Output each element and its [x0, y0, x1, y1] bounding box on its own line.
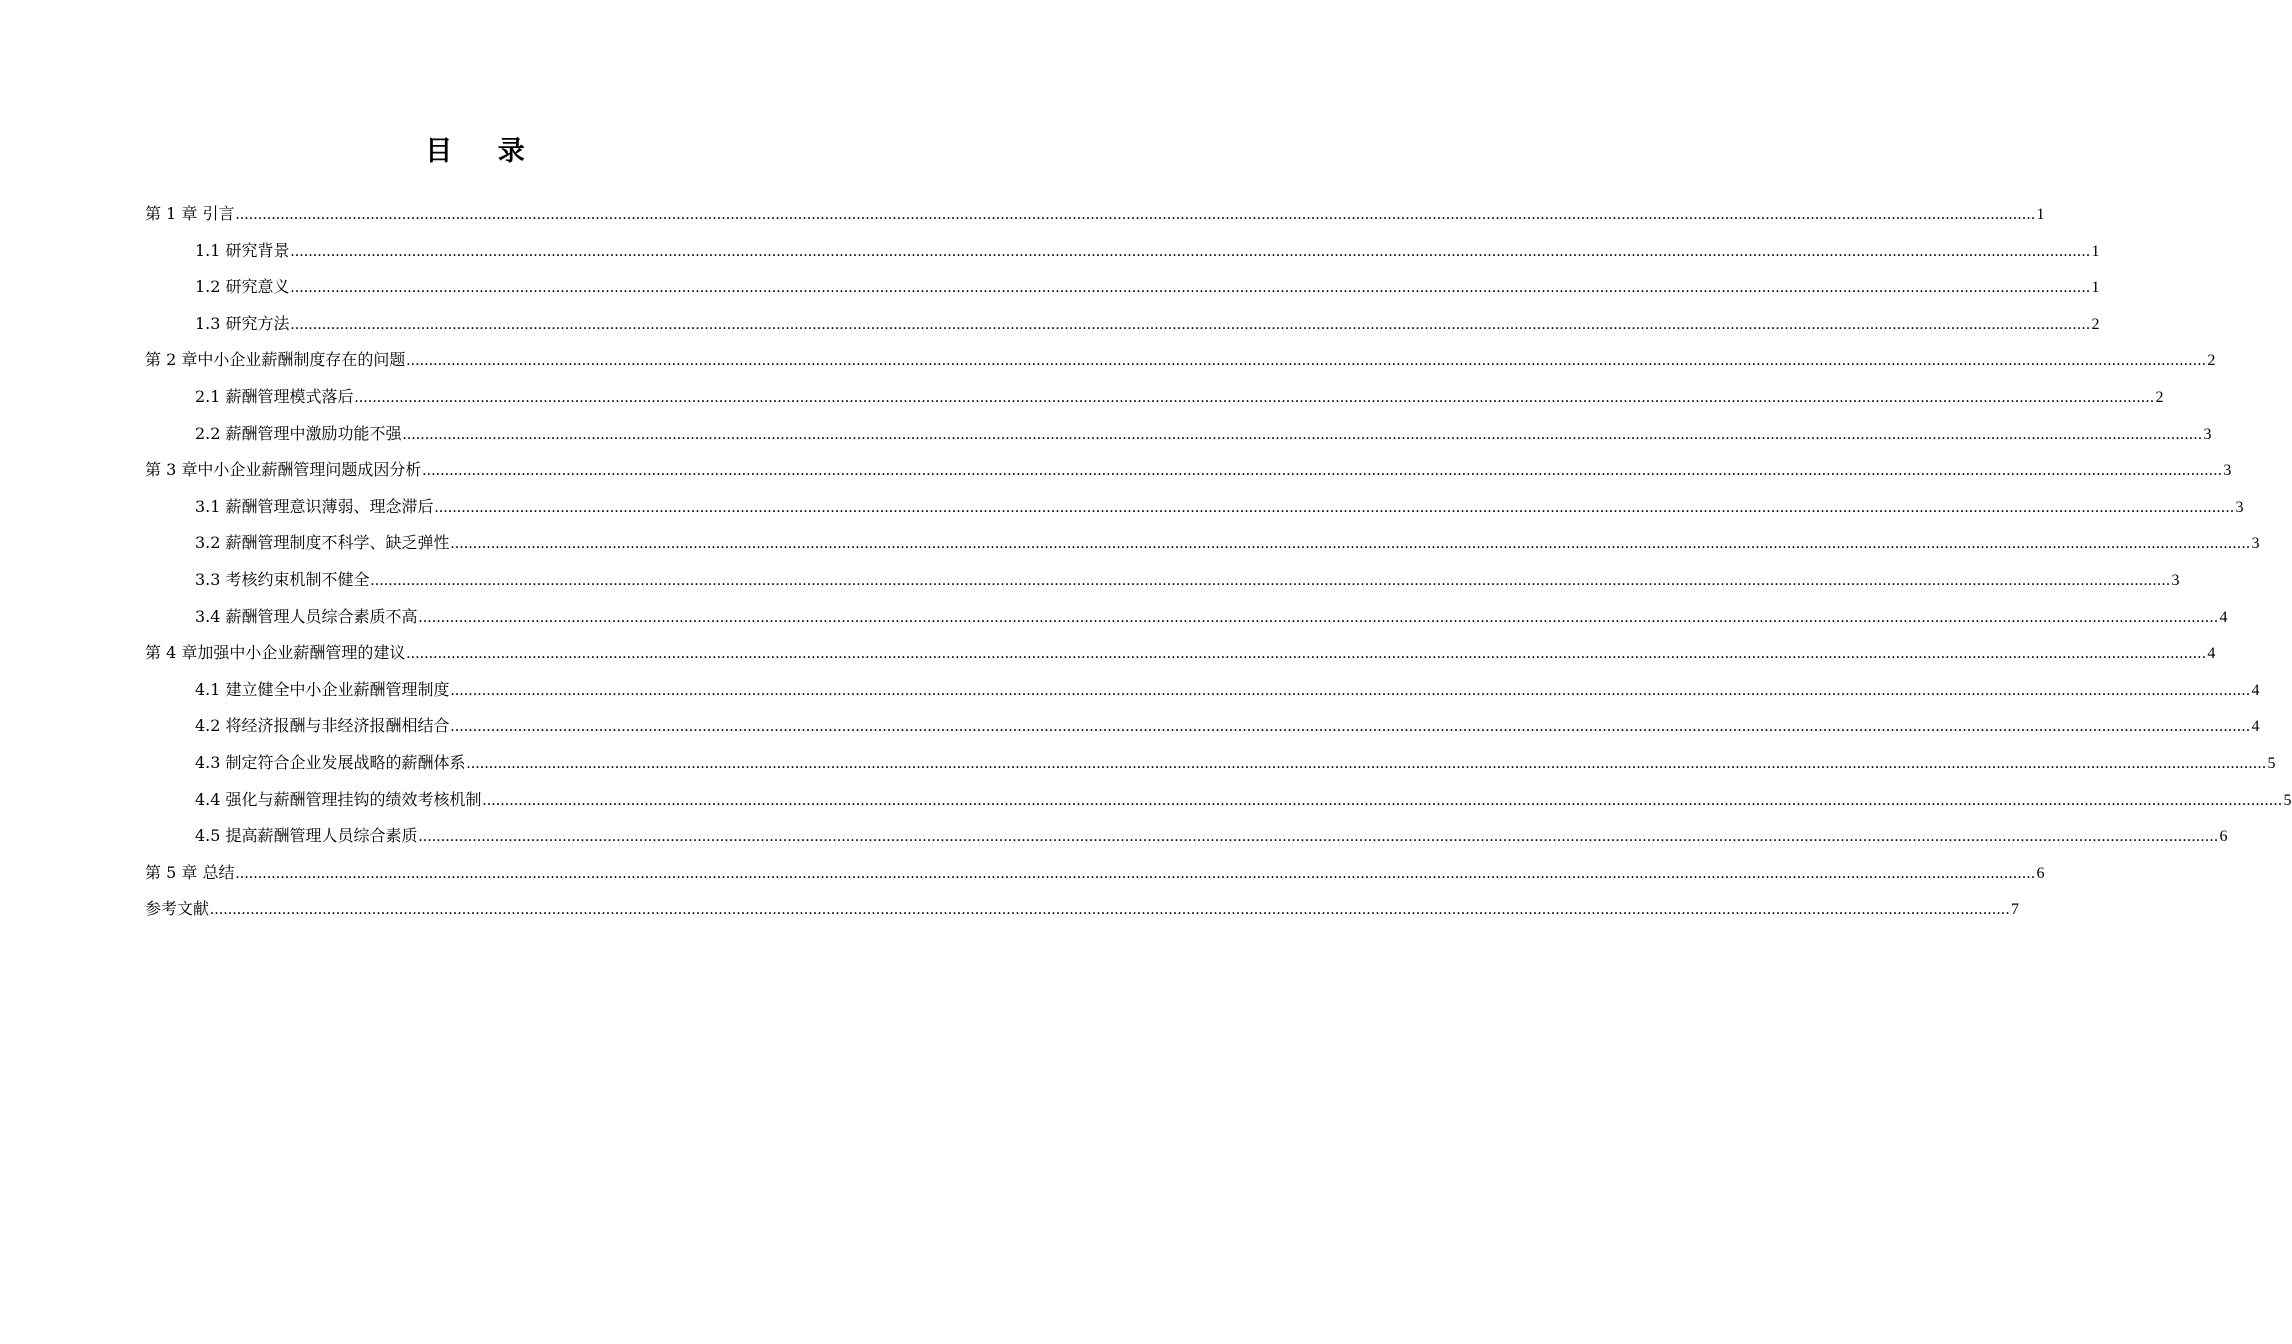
toc-dot-leader: ................................................................................................................................................................................................................................................................................................................................................................................................................ — [418, 828, 2219, 846]
toc-entry-label: 第 3 章中小企业薪酬管理问题成因分析 — [145, 460, 422, 480]
toc-entry-label: 4.2 将经济报酬与非经济报酬相结合 — [195, 716, 450, 736]
toc-entry-label: 第 1 章 引言 — [145, 204, 235, 223]
toc-entry[interactable] — [145, 855, 2045, 892]
toc-entry[interactable] — [145, 818, 2228, 855]
toc-entry[interactable] — [145, 525, 2260, 562]
toc-entry-page-number: 1 — [2091, 279, 2100, 297]
toc-dot-leader: ................................................................................................................................................................................................................................................................................................................................................................................................................ — [406, 645, 2207, 663]
toc-dot-leader: ................................................................................................................................................................................................................................................................................................................................................................................................................ — [354, 388, 2155, 406]
toc-entry[interactable] — [145, 635, 2216, 672]
toc-entry[interactable] — [145, 745, 2276, 782]
toc-entry[interactable] — [145, 562, 2180, 599]
toc-entry-label: 3.3 考核约束机制不健全 — [195, 569, 370, 589]
toc-entry-label: 1.2 研究意义 — [195, 277, 290, 297]
toc-entry-page-number: 3 — [2171, 571, 2180, 589]
toc-entry-label: 1.1 研究背景 — [195, 240, 290, 260]
toc-dot-leader: ................................................................................................................................................................................................................................................................................................................................................................................................................ — [290, 279, 2091, 297]
toc-entry-label: 第 5 章 总结 — [145, 862, 235, 882]
toc-dot-leader: ................................................................................................................................................................................................................................................................................................................................................................................................................ — [370, 571, 2171, 589]
toc-entry-label: 参考文献 — [145, 899, 210, 919]
toc-entry[interactable] — [145, 342, 2216, 379]
toc-entry-label: 1.3 研究方法 — [195, 313, 290, 333]
toc-entry-label: 3.2 薪酬管理制度不科学、缺乏弹性 — [195, 533, 450, 553]
toc-dot-leader: ................................................................................................................................................................................................................................................................................................................................................................................................................ — [466, 754, 2267, 772]
toc-entry-page-number: 1 — [2036, 206, 2045, 223]
toc-dot-leader: ................................................................................................................................................................................................................................................................................................................................................................................................................ — [450, 718, 2251, 736]
toc-dot-leader: ................................................................................................................................................................................................................................................................................................................................................................................................................ — [422, 462, 2223, 480]
toc-entry[interactable] — [145, 708, 2260, 745]
toc-entry-page-number: 3 — [2203, 425, 2212, 443]
toc-entry-page-number: 4 — [2207, 645, 2216, 663]
toc-entry-page-number: 1 — [2091, 242, 2100, 260]
toc-entry-page-number: 4 — [2251, 718, 2260, 736]
toc-entry[interactable] — [145, 306, 2100, 343]
toc-entry-label: 3.4 薪酬管理人员综合素质不高 — [195, 606, 418, 626]
toc-title: 目 录 — [425, 136, 543, 167]
toc-entry-page-number: 3 — [2251, 535, 2260, 553]
toc-entry-label: 4.5 提高薪酬管理人员综合素质 — [195, 826, 418, 846]
toc-dot-leader: ................................................................................................................................................................................................................................................................................................................................................................................................................ — [434, 498, 2235, 516]
toc-dot-leader: ................................................................................................................................................................................................................................................................................................................................................................................................................ — [235, 864, 2036, 882]
toc-entry[interactable] — [145, 416, 2212, 453]
toc-entry-page-number: 5 — [2267, 754, 2276, 772]
toc-entry-label: 3.1 薪酬管理意识薄弱、理念滞后 — [195, 496, 434, 516]
toc-dot-leader: ................................................................................................................................................................................................................................................................................................................................................................................................................ — [450, 681, 2251, 699]
toc-entry-page-number: 2 — [2155, 388, 2164, 406]
toc-entry-label: 4.1 建立健全中小企业薪酬管理制度 — [195, 679, 450, 699]
toc-entry[interactable] — [145, 672, 2260, 709]
toc-entry-label: 4.4 强化与薪酬管理挂钩的绩效考核机制 — [195, 789, 482, 809]
toc-entry-page-number: 3 — [2235, 498, 2244, 516]
toc-entry[interactable] — [145, 599, 2228, 636]
toc-dot-leader: ................................................................................................................................................................................................................................................................................................................................................................................................................ — [418, 608, 2219, 626]
toc-entry[interactable] — [145, 891, 2020, 928]
toc-entry[interactable] — [145, 452, 2232, 489]
toc-entry[interactable] — [145, 379, 2164, 416]
toc-entry-page-number: 7 — [2011, 901, 2020, 919]
toc-entry-label: 2.2 薪酬管理中激励功能不强 — [195, 423, 402, 443]
toc-entry-label: 第 4 章加强中小企业薪酬管理的建议 — [145, 643, 406, 663]
toc-entry-label: 第 2 章中小企业薪酬制度存在的问题 — [145, 350, 406, 370]
toc-entry-label: 4.3 制定符合企业发展战略的薪酬体系 — [195, 752, 466, 772]
toc-entry-label: 2.1 薪酬管理模式落后 — [195, 386, 354, 406]
toc-entry[interactable] — [145, 782, 2292, 819]
toc-entry-page-number: 3 — [2223, 462, 2232, 480]
toc-entry-page-number: 2 — [2207, 352, 2216, 370]
toc-entry[interactable] — [145, 196, 2045, 233]
toc-dot-leader: ................................................................................................................................................................................................................................................................................................................................................................................................................ — [406, 352, 2207, 370]
toc-dot-leader: ................................................................................................................................................................................................................................................................................................................................................................................................................ — [290, 242, 2091, 260]
toc-dot-leader: ................................................................................................................................................................................................................................................................................................................................................................................................................ — [450, 535, 2251, 553]
toc-entry-page-number: 2 — [2091, 315, 2100, 333]
toc-entry-page-number: 4 — [2219, 608, 2228, 626]
toc-dot-leader: ................................................................................................................................................................................................................................................................................................................................................................................................................ — [235, 206, 2036, 223]
toc-entry-page-number: 6 — [2219, 828, 2228, 846]
toc-entry[interactable] — [145, 233, 2100, 270]
toc-entry-page-number: 4 — [2251, 681, 2260, 699]
toc-dot-leader: ................................................................................................................................................................................................................................................................................................................................................................................................................ — [210, 901, 2011, 919]
toc-entry[interactable] — [145, 269, 2100, 306]
toc-entry-page-number: 6 — [2036, 864, 2045, 882]
toc-dot-leader: ................................................................................................................................................................................................................................................................................................................................................................................................................ — [402, 425, 2203, 443]
toc-entry-page-number: 5 — [2283, 791, 2292, 809]
toc-dot-leader: ................................................................................................................................................................................................................................................................................................................................................................................................................ — [290, 315, 2091, 333]
toc-dot-leader: ................................................................................................................................................................................................................................................................................................................................................................................................................ — [482, 791, 2283, 809]
toc-entry[interactable] — [145, 489, 2244, 526]
table-of-contents — [145, 196, 2292, 928]
